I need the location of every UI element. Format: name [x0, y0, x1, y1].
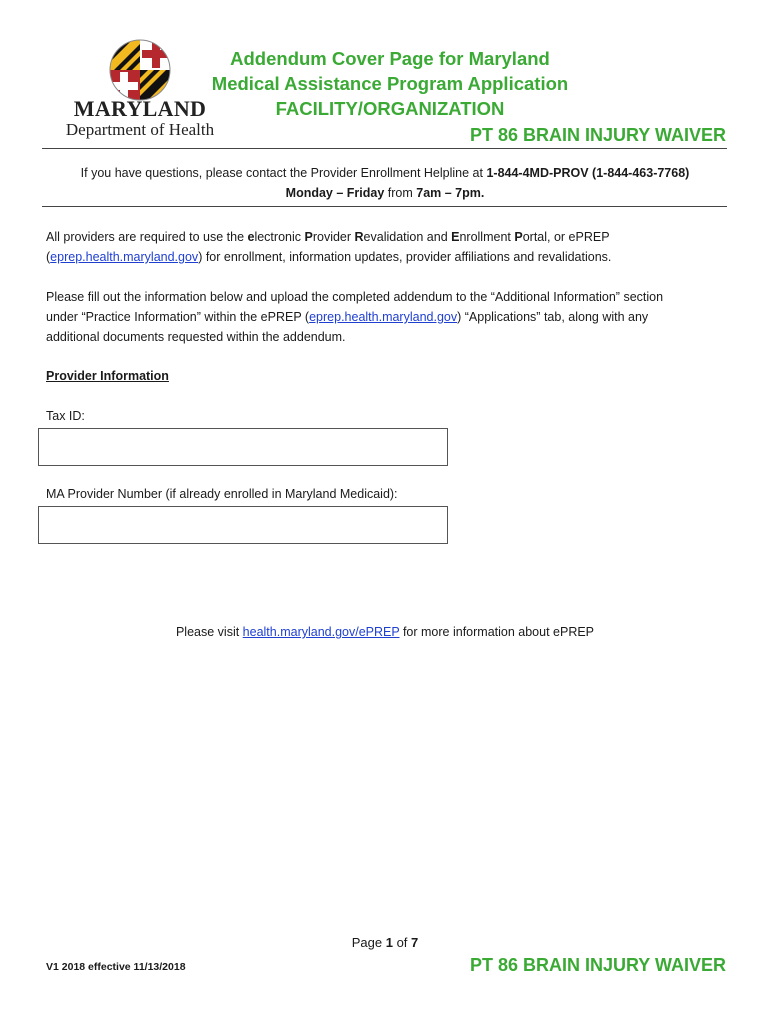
title-line-3: FACILITY/ORGANIZATION [275, 98, 505, 119]
title-line-1: Addendum Cover Page for Maryland [230, 48, 550, 69]
logo-department-text: Department of Health [65, 120, 215, 139]
helpline-text: If you have questions, please contact the Provider Enrollment Helpline at 1-844-4MD-PROV (1-844-463-7768) [80, 166, 690, 180]
contact-divider [42, 206, 727, 207]
logo-maryland-text: MARYLAND [73, 96, 207, 121]
tax-id-label: Tax ID: [46, 409, 85, 423]
eprep-info-link[interactable]: health.maryland.gov/ePREP [242, 625, 400, 639]
maryland-flag-logo-icon [108, 38, 172, 102]
provider-information-heading: Provider Information [46, 369, 169, 383]
eprep-link-2[interactable]: eprep.health.maryland.gov [309, 310, 458, 324]
page-number: Page 1 of 7 [351, 935, 419, 950]
helpline-hours: Monday – Friday from 7am – 7pm. [285, 186, 485, 200]
eprep-link[interactable]: eprep.health.maryland.gov [50, 250, 199, 264]
waiver-label-top: PT 86 BRAIN INJURY WAIVER [469, 125, 726, 145]
visit-eprep-text: Please visit health.maryland.gov/ePREP for more information about ePREP [175, 625, 595, 639]
eprep-intro-paragraph: All providers are required to use the electronic Provider Revalidation and Enrollment Portal, or ePREP (eprep.health.maryland.gov) for enrollment, information updates, provider affiliations and revalidations. [46, 230, 612, 264]
ma-provider-number-label: MA Provider Number (if already enrolled in Maryland Medicaid): [46, 487, 398, 501]
helpline-phone: 1-844-4MD-PROV (1-844-463-7768) [486, 166, 690, 180]
instructions-paragraph: Please fill out the information below and upload the completed addendum to the “Additional Information” section under “Practice Information” within the ePREP (eprep.health.maryland.gov) “Applications” tab, along with any additional documents requested within the addendum. [46, 290, 664, 344]
header-divider [42, 148, 727, 149]
tax-id-field[interactable] [38, 428, 448, 466]
version-text: V1 2018 effective 11/13/2018 [46, 961, 186, 973]
title-line-2: Medical Assistance Program Application [211, 73, 569, 94]
ma-provider-number-field[interactable] [38, 506, 448, 544]
waiver-label-bottom: PT 86 BRAIN INJURY WAIVER [469, 955, 726, 975]
